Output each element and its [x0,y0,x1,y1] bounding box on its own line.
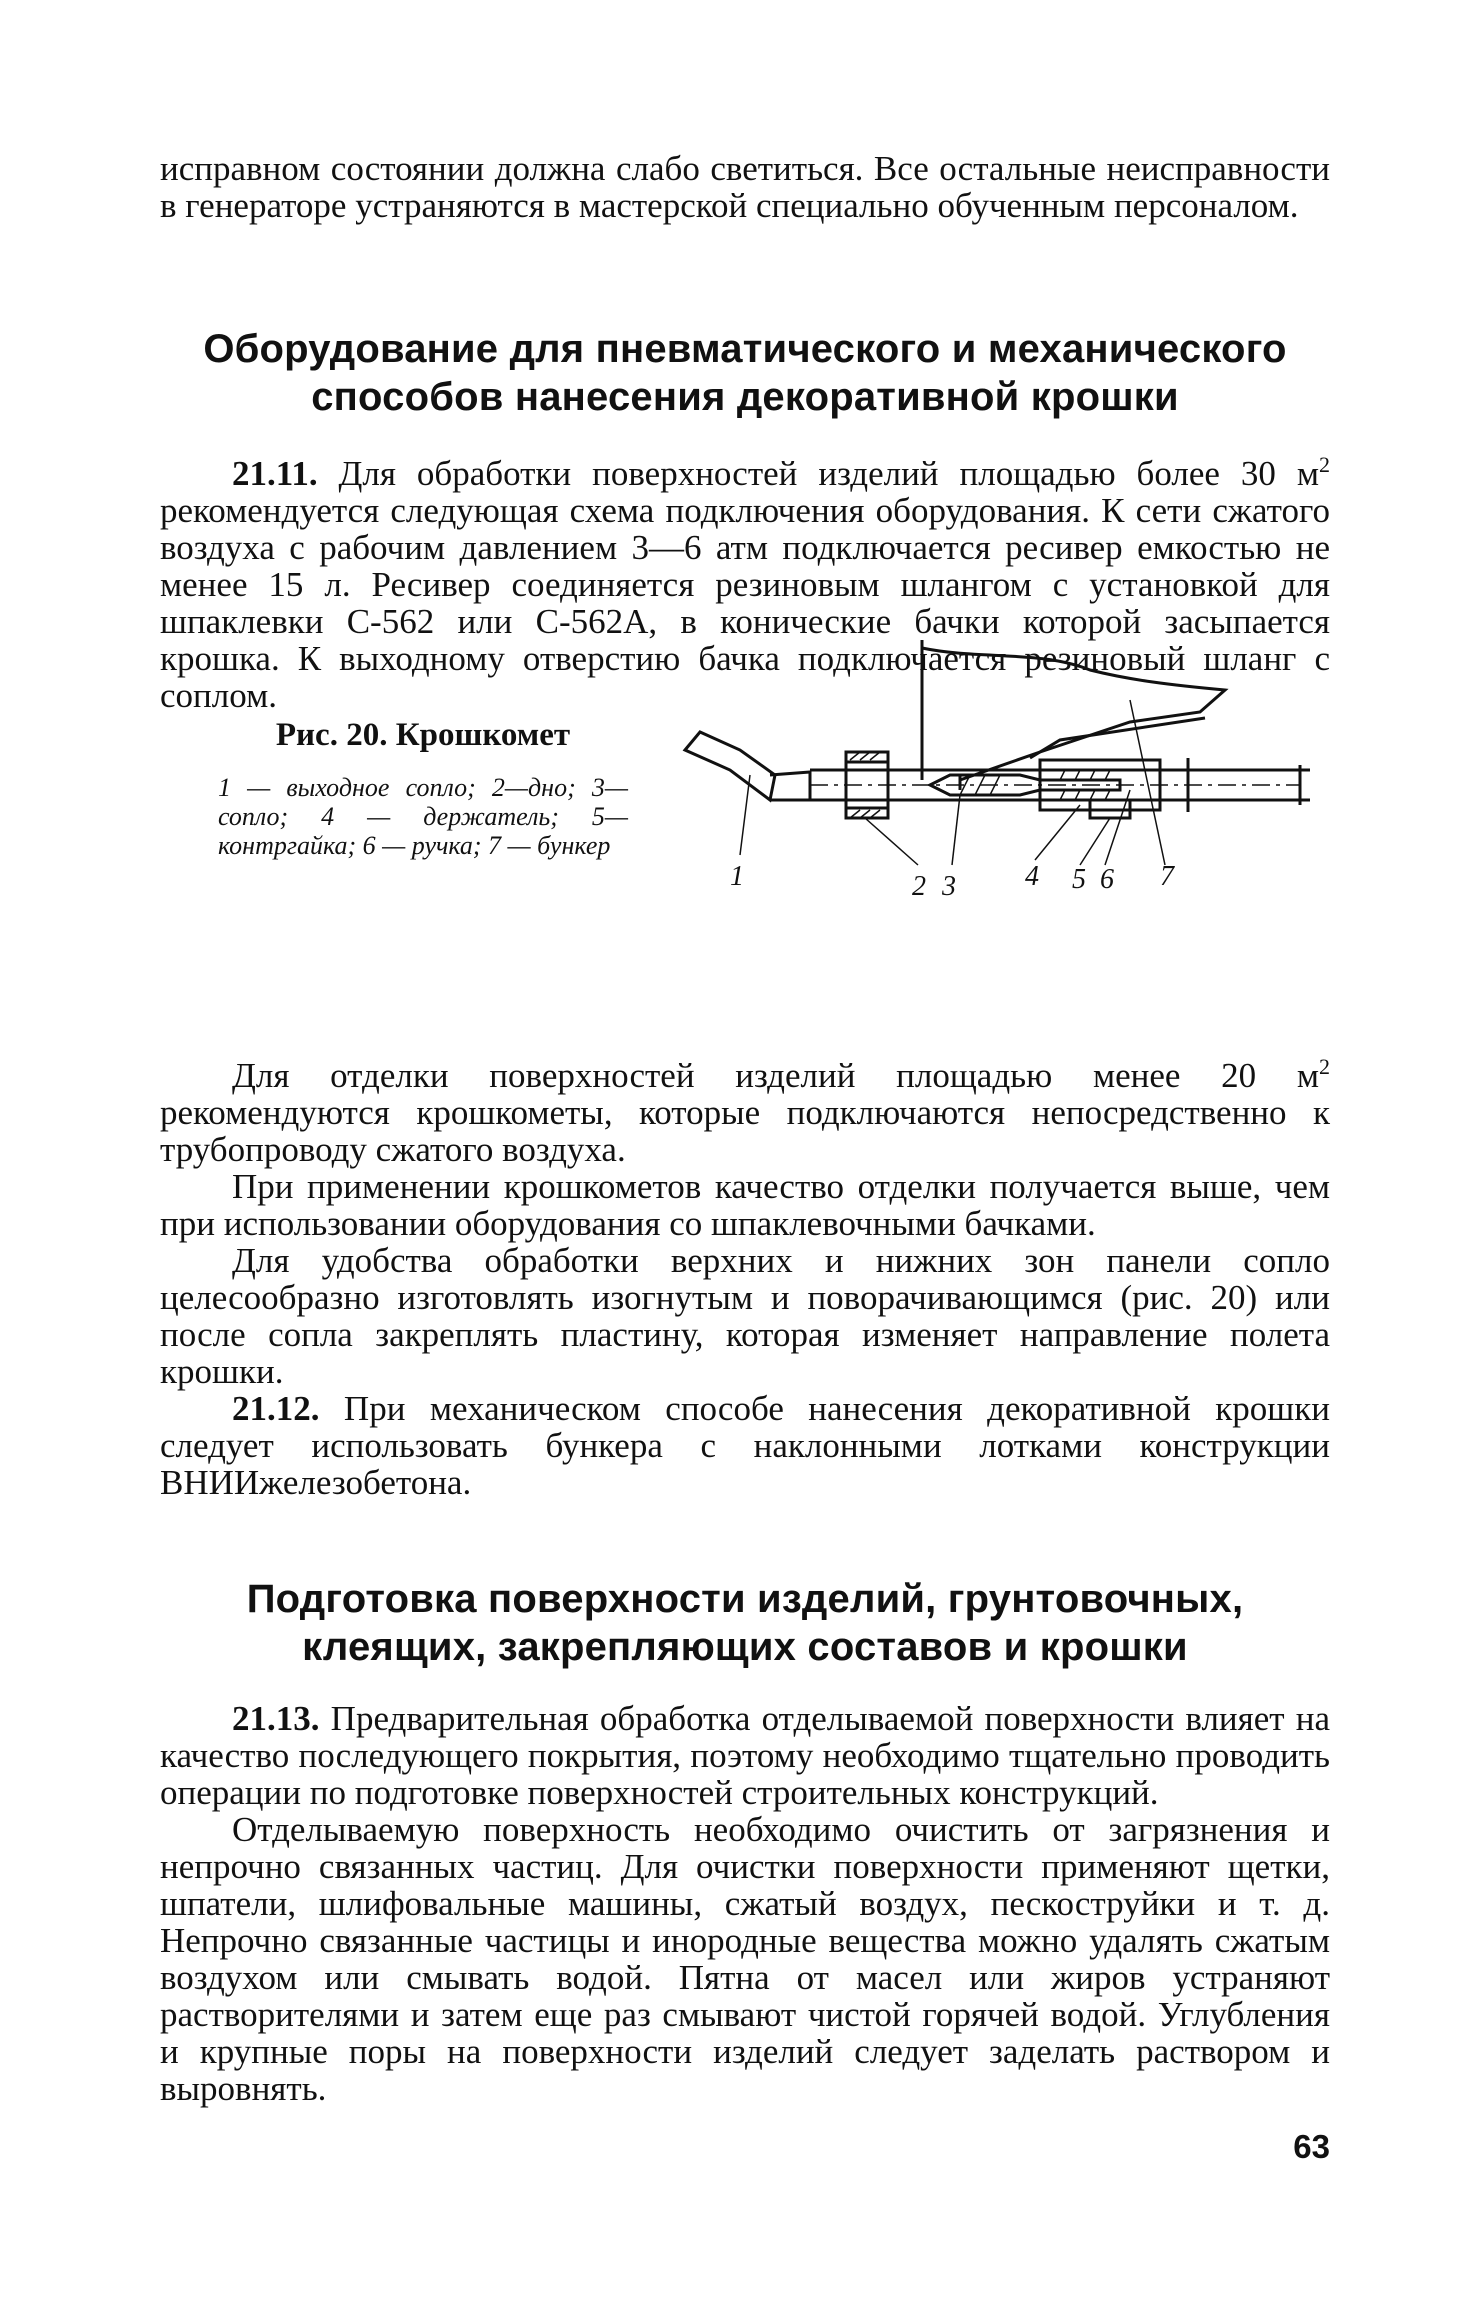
callout-2: 2 [912,871,926,902]
heading-equipment-block [160,325,1330,421]
callout-7: 7 [1160,861,1174,892]
callout-4: 4 [1025,861,1039,892]
section-heading-preparation: Подготовка поверхности изделий, грунтовочных, клеящих, закрепляющих составов и крошки [246,1577,1244,1669]
paragraph-21-13 [160,1700,1330,1811]
paragraph-text: рекомендуется следующая схема подключения оборудования. К сети сжатого воздуха с рабочим давлением 3—6 атм подключается ресивер емкостью не менее 15 л. Ресивер соединяется резиновым шлангом с установкой для шпаклевки С-562 или С-562А, в конические бачки которой засыпается крошка. К выходному отверстию бачка подключается резиновый шланг с соплом. [160,491,1330,715]
callout-6: 6 [1100,864,1114,895]
superscript: 2 [1319,452,1330,477]
paragraph-text: При механическом способе нанесения декоративной крошки следует использовать бункера с наклонными лотками конструкции ВНИИжелезобетона. [160,1389,1330,1502]
callout-5: 5 [1072,864,1086,895]
callout-1: 1 [730,861,744,892]
paragraph-text: рекомендуются крошкометы, которые подключаются непосредственно к трубопроводу сжатого воздуха. [160,1093,1330,1169]
crumb-thrower-diagram [660,640,1310,920]
figure-legend: 1 — выходное сопло; 2—дно; 3—сопло; 4 — держатель; 5—контргайка; 6 — ручка; 7 — бункер [218,773,628,860]
paragraph-21-12 [160,1390,1330,1501]
figure-20-drawing [660,640,1310,920]
paragraph-zones: Для удобства обработки верхних и нижних зон панели сопло целесообразно изготовлять изогнутым и поворачивающимся (рис. 20) или после сопла закреплять пластину, которая изменяет направление полета крошки. [160,1241,1330,1391]
paragraph-text: Для обработки поверхностей изделий площадью более 30 м [317,454,1319,493]
paragraph-number: 21.13. [232,1699,320,1738]
superscript: 2 [1319,1054,1330,1079]
paragraph-text: Для отделки поверхностей изделий площадью менее 20 м [232,1056,1319,1095]
page-number: 63 [1293,2128,1330,2165]
intro-paragraph-block [160,150,1330,224]
paragraph-number: 21.12. [232,1389,320,1428]
nozzle-tip [685,732,775,800]
paragraph-quality: При применении крошкометов качество отделки получается выше, чем при использовании оборудования со шпаклевочными бачками. [160,1167,1330,1243]
paragraph-clean: Отделываемую поверхность необходимо очистить от загрязнения и непрочно связанных частиц. Для очистки поверхности применяют щетки, шпатели, шлифовальные машины, сжатый воздух, пескоструйки и т. д. Непрочно связанные частицы и инородные вещества можно удалять сжатым воздухом или смывать водой. Пятна от масел или жиров устраняют растворителями и затем еще раз смывают чистой горячей водой. Углубления и крупные поры на поверхности изделий следует заделать раствором и выровнять. [160,1810,1330,2108]
heading-preparation-block [160,1575,1330,1671]
intro-paragraph: исправном состоянии должна слабо светиться. Все остальные неисправности в генераторе устраняются в мастерской специально обученным персоналом. [160,149,1330,225]
paragraph-small-area-block [160,1054,1330,1502]
section-heading-equipment: Оборудование для пневматического и механического способов нанесения декоративной крошки [203,327,1287,419]
paragraph-number: 21.11. [232,454,318,493]
paragraph-small-area [160,1054,1330,1169]
callout-3: 3 [942,871,956,902]
figure-title: Рис. 20. Крошкомет [275,717,571,753]
paragraph-21-13-block [160,1700,1330,2107]
paragraph-text: Предварительная обработка отделываемой поверхности влияет на качество последующего покрытия, поэтому необходимо тщательно проводить операции по подготовке поверхностей строительных конструкций. [160,1699,1330,1812]
figure-caption [218,715,628,860]
